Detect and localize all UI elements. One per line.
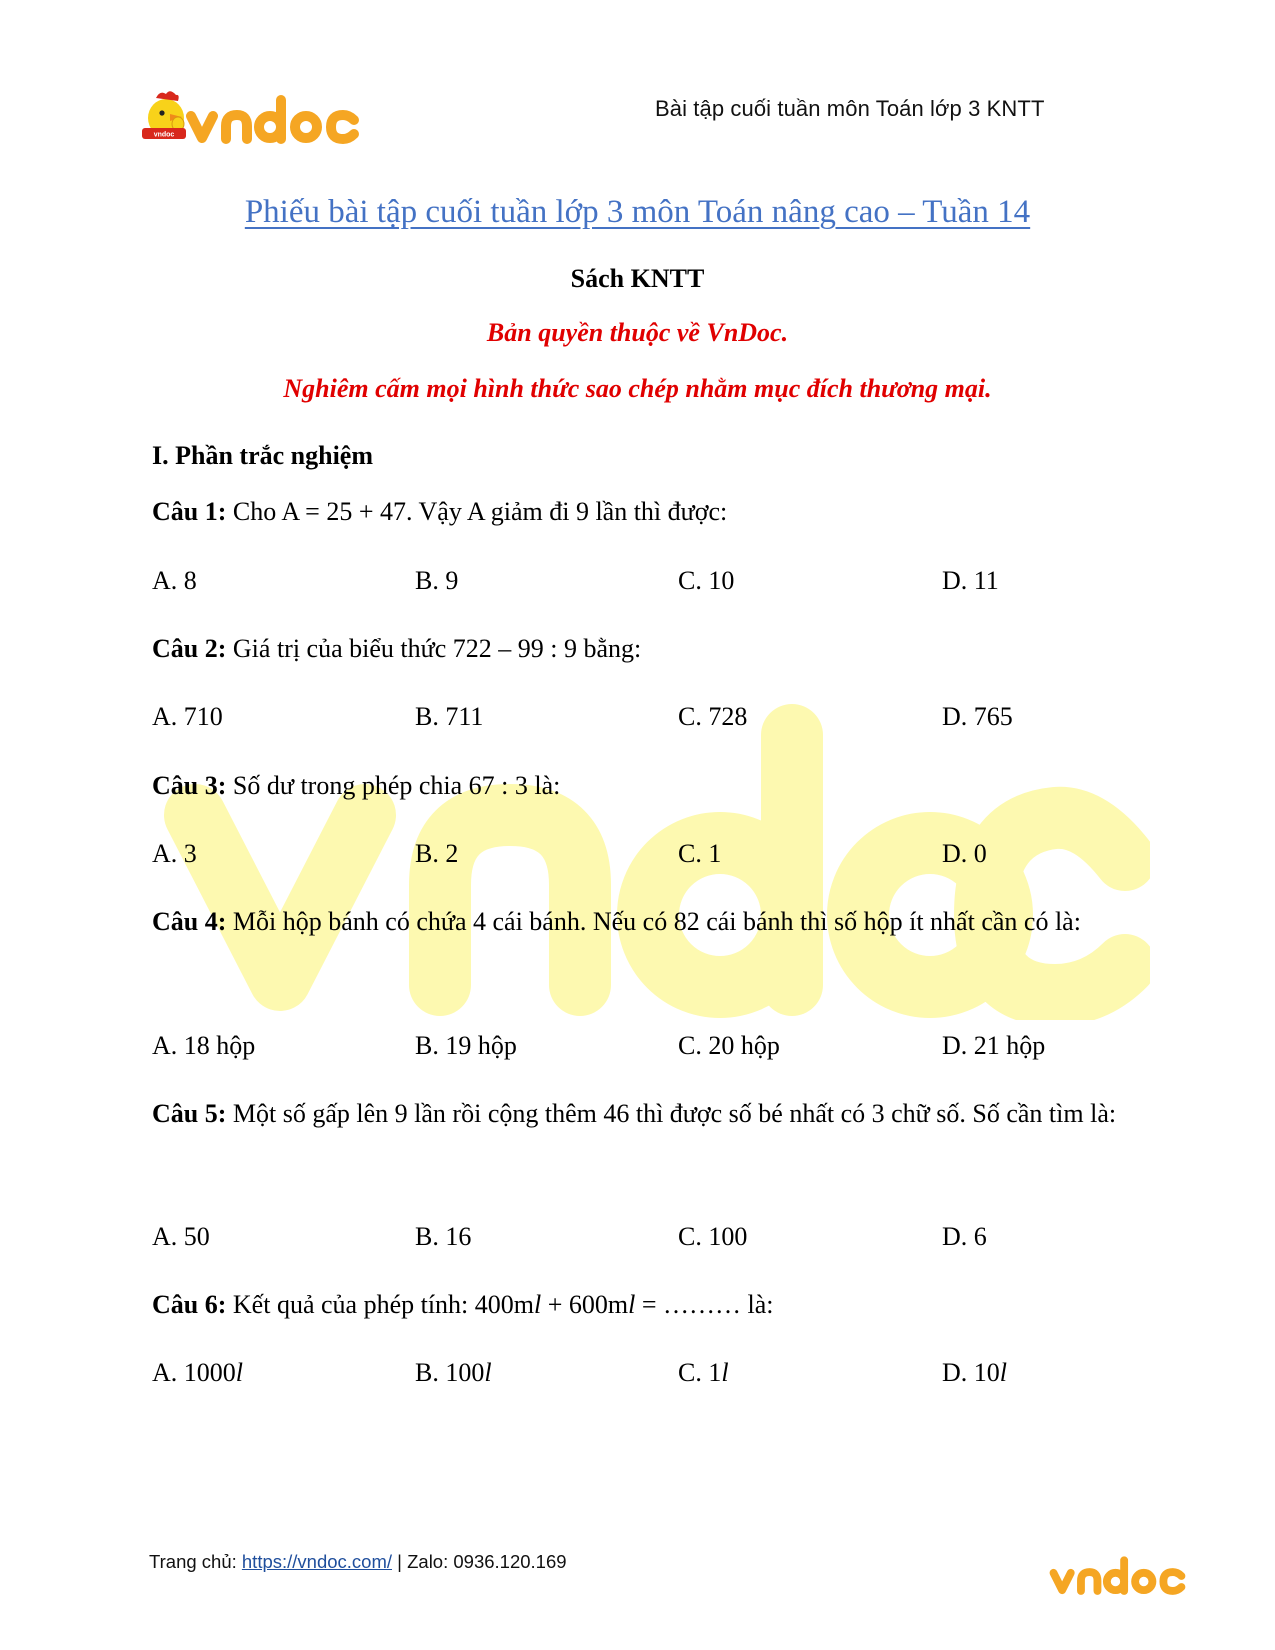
question-text: Số dư trong phép chia 67 : 3 là: [226, 771, 561, 800]
question-4 [152, 894, 1192, 950]
question-3 [152, 758, 1192, 814]
answer-option-a[interactable]: A. 8 [152, 566, 197, 595]
answer-option-a[interactable]: A. 710 [152, 702, 223, 731]
answer-option-c[interactable]: C. 10 [678, 566, 735, 595]
vndoc-wordmark-icon [1048, 1554, 1194, 1598]
unit-liter: l [534, 1290, 542, 1319]
answer-option-d[interactable]: D. 11 [942, 566, 999, 595]
question-5 [152, 1086, 1192, 1142]
answer-option-b[interactable]: B. 711 [415, 702, 484, 731]
question-6: Câu 6: Kết quả của phép tính: 400ml + 600ml = ……… là: [152, 1290, 774, 1319]
answer-option-d[interactable]: D. 0 [942, 839, 987, 868]
question-1 [152, 484, 1192, 540]
answer-option-c[interactable]: C. 20 hộp [678, 1031, 780, 1060]
vndoc-header-logo [134, 86, 370, 148]
answer-option-a[interactable]: A. 18 hộp [152, 1031, 256, 1060]
question-label: Câu 3: [152, 771, 227, 800]
answer-option-b[interactable]: B. 19 hộp [415, 1031, 517, 1060]
answer-option-b[interactable]: B. 16 [415, 1222, 472, 1251]
answer-option-a[interactable]: A. 50 [152, 1222, 210, 1251]
svg-text:vndoc: vndoc [153, 131, 175, 139]
answer-option-c[interactable]: C. 1 [678, 839, 722, 868]
header-document-label: Bài tập cuối tuần môn Toán lớp 3 KNTT [655, 96, 1045, 121]
answer-option-c[interactable]: C. 100 [678, 1222, 748, 1251]
question-text: Giá trị của biểu thức 722 – 99 : 9 bằng: [226, 634, 642, 663]
page-subtitle: Sách KNTT [570, 264, 705, 293]
question-label: Câu 6: [152, 1290, 227, 1319]
question-label: Câu 1: [152, 497, 227, 526]
question-text: Cho A = 25 + 47. Vậy A giảm đi 9 lần thì được: [226, 497, 728, 526]
question-label: Câu 5: [152, 1099, 227, 1128]
answer-option-d[interactable]: D. 765 [942, 702, 1013, 731]
section-heading: I. Phần trắc nghiệm [152, 441, 373, 470]
question-2 [152, 621, 1192, 677]
answer-option-b[interactable]: B. 2 [415, 839, 459, 868]
homepage-link[interactable]: https://vndoc.com/ [241, 1551, 393, 1572]
answer-option-c[interactable]: C. 1l [678, 1358, 729, 1387]
page-title: Phiếu bài tập cuối tuần lớp 3 môn Toán nâng cao – Tuần 14 [244, 194, 1031, 230]
copyright-notice: Bản quyền thuộc về VnDoc. [486, 318, 789, 347]
question-text: Một số gấp lên 9 lần rồi cộng thêm 46 thì được số bé nhất có 3 chữ số. Số cần tìm là: [226, 1099, 1117, 1128]
footer-contact: Trang chủ: https://vndoc.com/ | Zalo: 0936.120.169 [149, 1551, 567, 1572]
answer-option-a[interactable]: A. 1000l [152, 1358, 244, 1387]
answer-option-b[interactable]: B. 100l [415, 1358, 492, 1387]
unit-liter: l [628, 1290, 636, 1319]
answer-option-d[interactable]: D. 21 hộp [942, 1031, 1046, 1060]
vndoc-wordmark-icon [184, 94, 370, 146]
answer-option-b[interactable]: B. 9 [415, 566, 459, 595]
question-text: Mỗi hộp bánh có chứa 4 cái bánh. Nếu có 82 cái bánh thì số hộp ít nhất cần có là: [226, 907, 1081, 936]
question-label: Câu 4: [152, 907, 227, 936]
answer-option-d[interactable]: D. 6 [942, 1222, 987, 1251]
vndoc-footer-logo [1048, 1554, 1194, 1598]
answer-option-d[interactable]: D. 10l [942, 1358, 1008, 1387]
answer-option-c[interactable]: C. 728 [678, 702, 748, 731]
answer-option-a[interactable]: A. 3 [152, 839, 197, 868]
copy-prohibition-notice: Nghiêm cấm mọi hình thức sao chép nhằm mục đích thương mại. [283, 374, 992, 403]
question-label: Câu 2: [152, 634, 227, 663]
